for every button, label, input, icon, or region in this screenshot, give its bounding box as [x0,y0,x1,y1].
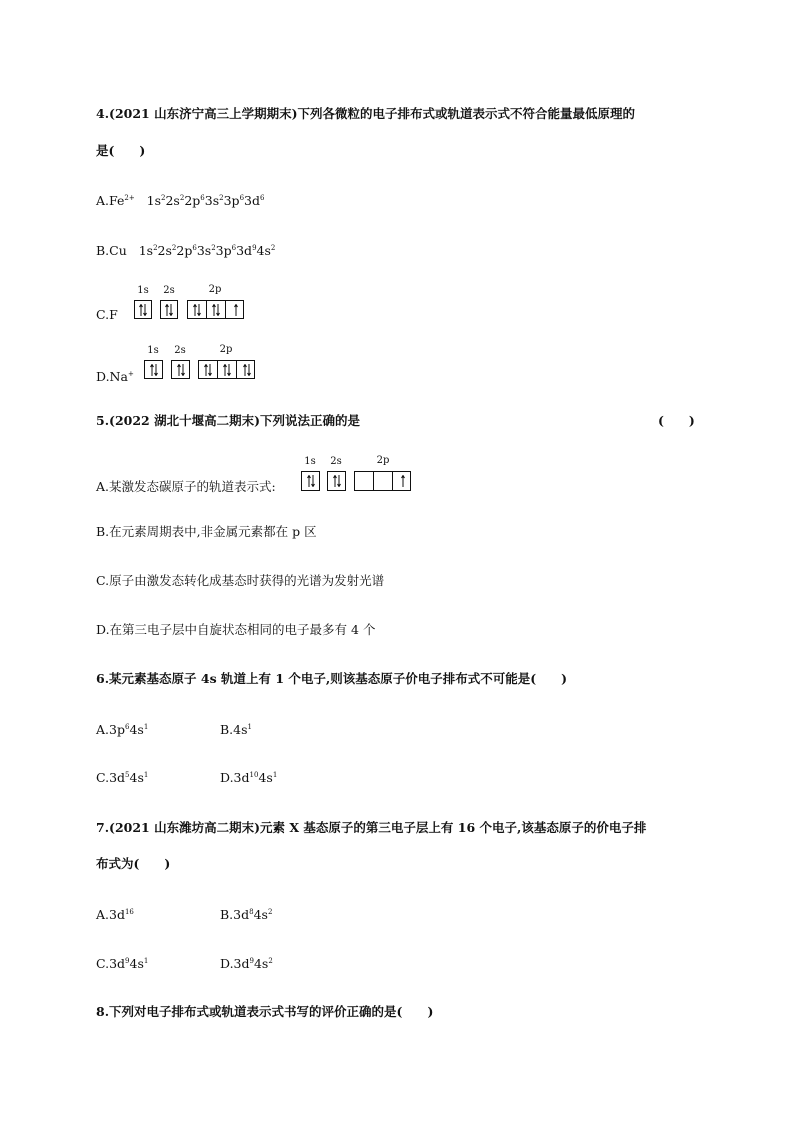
q4-d-label: D.Na [96,369,128,384]
q6-stem: 6.某元素基态原子 4s 轨道上有 1 个电子,则该基态原子价电子排布式不可能是( ) [96,671,568,686]
q6-option-b: $B.4s^1$ [220,722,252,737]
q5-a-orb-2p-label: 2p [376,455,390,466]
q4-a-config: $1s^22s^22p^63s^23p^63d^6$ [146,193,265,208]
up-arrow-icon [232,304,240,316]
q5-option-a: A.某激发态碳原子的轨道表示式: [96,479,276,494]
q4-b-label: B.Cu [96,243,127,258]
q5-a-box-1s [301,471,320,491]
paired-arrows-icon [333,475,341,487]
q4-d-orb-2p-label: 2p [219,344,233,355]
q4-c-box-2s [160,300,178,319]
q7-option-c: $C.3d^94s^1$ [96,956,149,971]
paired-arrows-icon [139,304,147,316]
q4-option-a [96,193,264,209]
up-arrow-icon [399,475,407,487]
q4-d-orb-2s-label: 2s [174,345,186,356]
q7-option-a: $A.3d^{16}$ [96,907,134,922]
q6-option-d: $D.3d^{10}4s^1$ [220,770,278,785]
q4-c-orb-1s-label: 1s [137,285,149,296]
q5-stem: 5.(2022 湖北十堰高二期末)下列说法正确的是 [96,413,361,428]
paired-arrows-icon [243,364,251,376]
q4-d-box-1s [144,360,163,379]
paired-arrows-icon [177,364,185,376]
q4-c-orb-2s-label: 2s [163,285,175,296]
paired-arrows-icon [212,304,220,316]
q4-option-d [96,369,134,385]
q7-stem-line1: 7.(2021 山东潍坊高二期末)元素 X 基态原子的第三电子层上有 16 个电子,该基态原子的价电子排 [96,820,647,835]
q4-stem-line1: 4.(2021 山东济宁高三上学期期末)下列各微粒的电子排布式或轨道表示式不符合能量最低原理的 [96,106,636,121]
q5-option-b: B.在元素周期表中,非金属元素都在 p 区 [96,524,317,539]
q4-a-label: A.Fe [96,193,125,208]
paired-arrows-icon [193,304,201,316]
q7-stem-line2: 布式为( ) [96,856,171,871]
q4-c-label: C.F [96,307,118,322]
q5-a-box-2s [327,471,346,491]
q5-a-box-2p [354,471,411,491]
q4-c-box-2p [187,300,244,319]
q7-option-b: $B.3d^84s^2$ [220,907,273,922]
paired-arrows-icon [150,364,158,376]
q4-c-box-1s [134,300,152,319]
q4-d-box-2s [171,360,190,379]
paired-arrows-icon [165,304,173,316]
q4-d-box-2p [198,360,255,379]
q4-d-orb-1s-label: 1s [147,345,159,356]
q4-option-b [96,243,275,259]
paired-arrows-icon [204,364,212,376]
q6-option-a: $A.3p^64s^1$ [96,722,149,737]
q4-a-charge: 2+ [124,194,135,202]
q5-a-orb-1s-label: 1s [304,456,316,467]
q6-option-c: $C.3d^54s^1$ [96,770,149,785]
q5-answer-paren: ( ) [658,413,695,428]
q5-a-orb-2s-label: 2s [330,456,342,467]
paired-arrows-icon [307,475,315,487]
q4-stem-line2: 是( ) [96,143,146,158]
q4-c-orb-2p-label: 2p [208,284,222,295]
q4-d-charge: + [127,370,134,378]
q5-option-c: C.原子由激发态转化成基态时获得的光谱为发射光谱 [96,573,385,588]
paired-arrows-icon [223,364,231,376]
q8-stem: 8.下列对电子排布式或轨道表示式书写的评价正确的是( ) [96,1004,434,1019]
q7-option-d: $D.3d^94s^2$ [220,956,273,971]
q5-option-d: D.在第三电子层中自旋状态相同的电子最多有 4 个 [96,622,376,637]
q4-b-config: $1s^22s^22p^63s^23p^63d^94s^2$ [138,243,276,258]
